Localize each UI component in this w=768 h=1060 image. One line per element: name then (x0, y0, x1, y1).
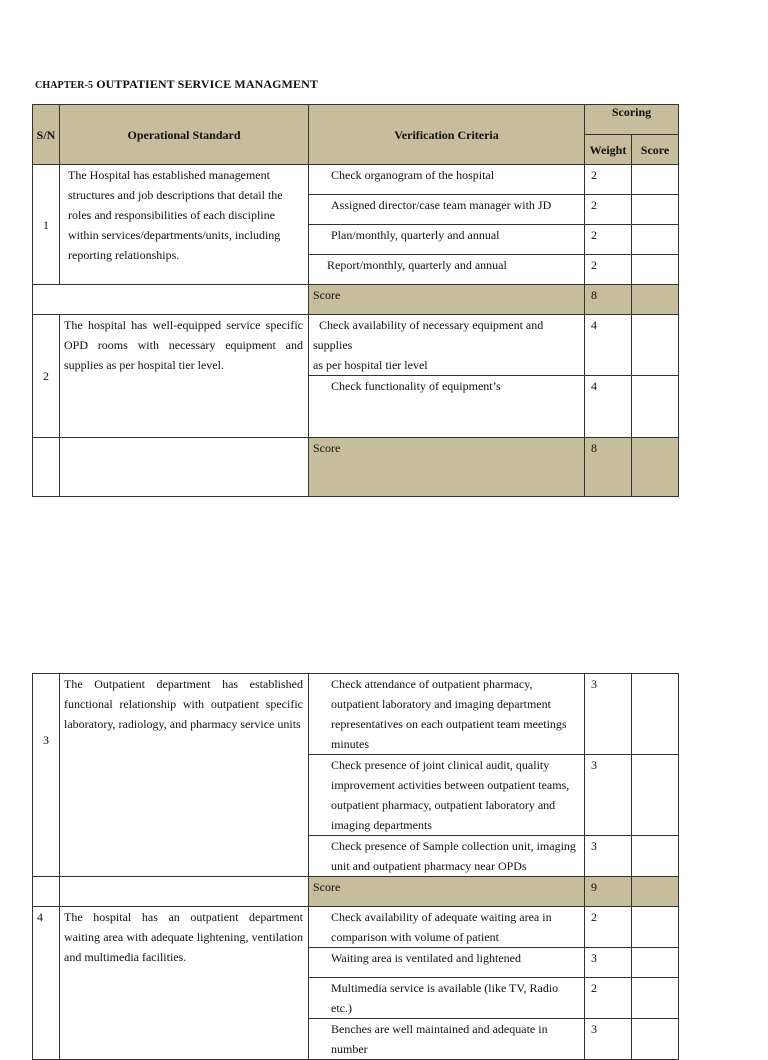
operational-standard-text: The Hospital has established management structures and job descriptions that detail the roles and responsibilities of each discipline within services/departments/units, including reporting relationships. (60, 165, 309, 285)
operational-standard-text: The Outpatient department has established functional relationship with outpatient specific laboratory, radiology, and pharmacy service units (60, 674, 309, 877)
header-weight: Weight (585, 135, 632, 165)
score-label: Score (309, 285, 585, 315)
criteria-text-line-2: as per hospital tier level (313, 358, 428, 372)
table-row (33, 907, 679, 948)
table-row (33, 674, 679, 755)
score-cell[interactable] (632, 165, 679, 195)
weight-value: 3 (585, 948, 632, 978)
score-cell[interactable] (632, 907, 679, 948)
weight-value: 3 (585, 674, 632, 755)
score-cell[interactable] (632, 376, 679, 438)
operational-standard-text: The hospital has an outpatient department waiting area with adequate lightening, ventilation and multimedia facilities. (60, 907, 309, 1060)
score-row (33, 438, 679, 497)
empty-cell (33, 285, 309, 315)
chapter-name: OUTPATIENT SERVICE MANAGMENT (93, 77, 318, 91)
score-cell[interactable] (632, 1019, 679, 1060)
criteria-text-line-1: Check availability of necessary equipment and supplies (313, 318, 544, 352)
row-number: 4 (33, 907, 60, 1060)
score-cell[interactable] (632, 978, 679, 1019)
criteria-text: Check functionality of equipment’s (309, 376, 585, 438)
score-label: Score (309, 877, 585, 907)
criteria-text: Check organogram of the hospital (309, 165, 585, 195)
empty-cell (33, 438, 60, 497)
criteria-text: Assigned director/case team manager with JD (309, 195, 585, 225)
criteria-text: Check presence of Sample collection unit, imaging unit and outpatient pharmacy near OPDs (309, 836, 585, 877)
total-score-cell[interactable] (632, 877, 679, 907)
header-verification-criteria: Verification Criteria (309, 105, 585, 165)
operational-standard-text: The hospital has well-equipped service specific OPD rooms with necessary equipment and supplies as per hospital tier level. (60, 315, 309, 438)
total-weight: 9 (585, 877, 632, 907)
criteria-text: Benches are well maintained and adequate in number (309, 1019, 585, 1060)
criteria-text: Waiting area is ventilated and lightened (309, 948, 585, 978)
header-scoring: Scoring (585, 105, 679, 135)
weight-value: 2 (585, 978, 632, 1019)
row-number: 2 (33, 315, 60, 438)
score-cell[interactable] (632, 755, 679, 836)
empty-cell (60, 438, 309, 497)
table-row (33, 165, 679, 195)
weight-value: 2 (585, 195, 632, 225)
score-cell[interactable] (632, 195, 679, 225)
criteria-text: Check availability of adequate waiting area in comparison with volume of patient (309, 907, 585, 948)
header-score: Score (632, 135, 679, 165)
row-number: 1 (33, 165, 60, 285)
assessment-table-part-2 (32, 673, 679, 1060)
score-cell[interactable] (632, 315, 679, 376)
total-score-cell[interactable] (632, 438, 679, 497)
score-row (33, 877, 679, 907)
criteria-text: Plan/monthly, quarterly and annual (309, 225, 585, 255)
header-sn: S/N (33, 105, 60, 165)
score-cell[interactable] (632, 674, 679, 755)
total-weight: 8 (585, 438, 632, 497)
score-cell[interactable] (632, 255, 679, 285)
weight-value: 3 (585, 836, 632, 877)
weight-value: 3 (585, 755, 632, 836)
row-number: 3 (33, 674, 60, 877)
weight-value: 2 (585, 907, 632, 948)
criteria-text (309, 315, 585, 376)
weight-value: 2 (585, 255, 632, 285)
assessment-table-part-1 (32, 104, 679, 497)
weight-value: 4 (585, 376, 632, 438)
total-score-cell[interactable] (632, 285, 679, 315)
score-cell[interactable] (632, 836, 679, 877)
weight-value: 2 (585, 165, 632, 195)
weight-value: 2 (585, 225, 632, 255)
empty-cell (33, 877, 60, 907)
header-operational-standard: Operational Standard (60, 105, 309, 165)
criteria-text: Multimedia service is available (like TV, Radio etc.) (309, 978, 585, 1019)
table-row (33, 315, 679, 376)
score-cell[interactable] (632, 948, 679, 978)
criteria-text: Report/monthly, quarterly and annual (309, 255, 585, 285)
empty-cell (60, 877, 309, 907)
weight-value: 4 (585, 315, 632, 376)
score-cell[interactable] (632, 225, 679, 255)
score-label: Score (309, 438, 585, 497)
total-weight: 8 (585, 285, 632, 315)
chapter-number: CHAPTER-5 (35, 80, 94, 91)
criteria-text: Check presence of joint clinical audit, quality improvement activities between outpatient teams, outpatient pharmacy, outpatient laboratory and imaging departments (309, 755, 585, 836)
criteria-text: Check attendance of outpatient pharmacy, outpatient laboratory and imaging department representatives on each outpatient team meetings minutes (309, 674, 585, 755)
score-row (33, 285, 679, 315)
weight-value: 3 (585, 1019, 632, 1060)
chapter-title (35, 77, 318, 92)
